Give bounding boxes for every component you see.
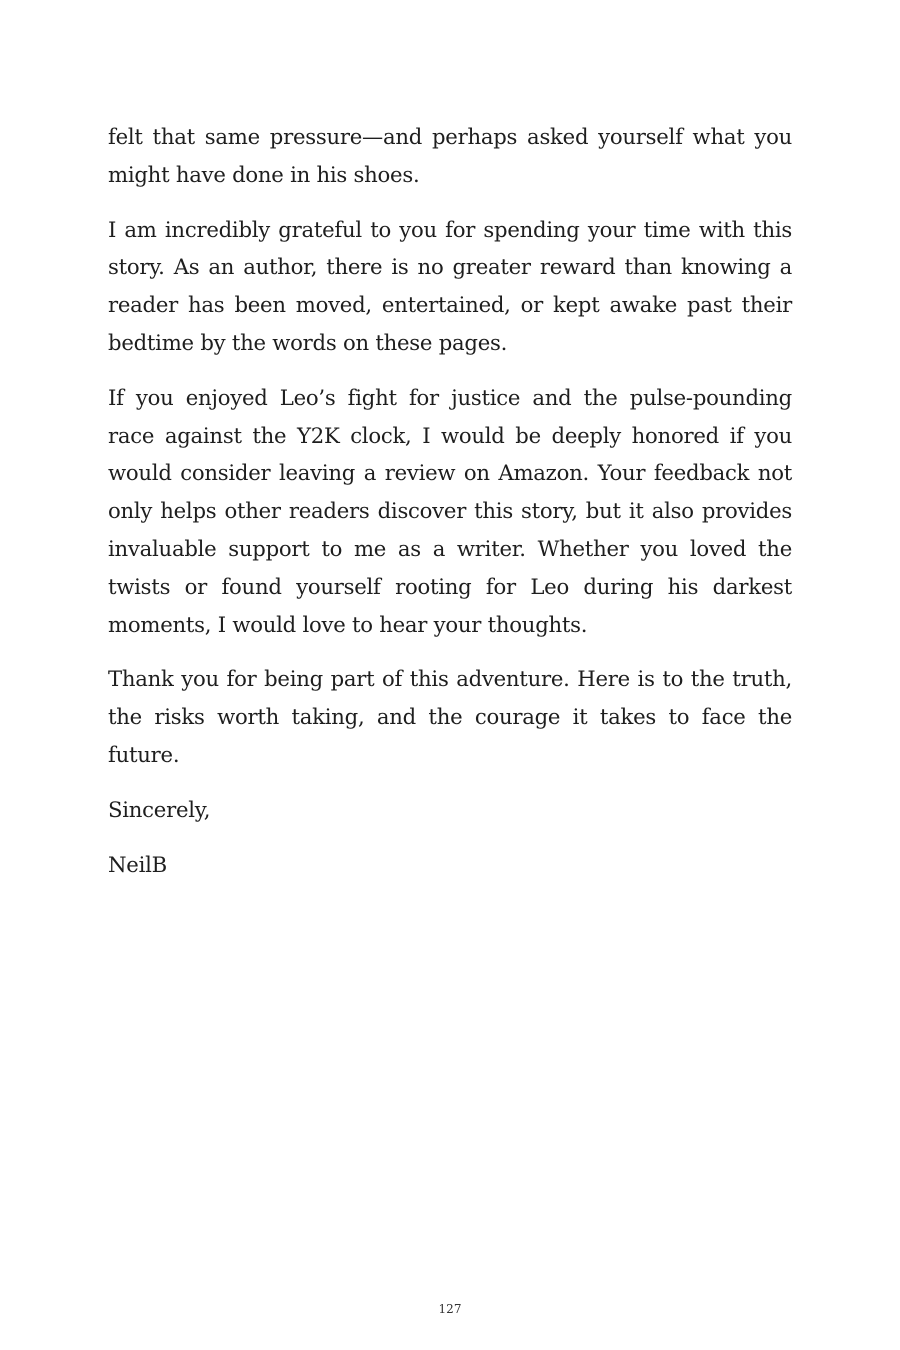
page-number: 127 [438,1302,462,1316]
paragraph-review-request: If you enjoyed Leo’s fight for justice and the pulse-pounding race against the Y2K clock, I would be deeply honored if you would consider leaving a review on Amazon. Your feedback not only helps other readers discover this story, but it also provides invaluable support to me as a writer. Whether you loved the twists or found yourself rooting for Leo during his darkest moments, I would love to hear your thoughts. [108,384,792,637]
paragraph-gratitude: I am incredibly grateful to you for spending your time with this story. As an author, there is no greater reward than knowing a reader has been moved, entertained, or kept awake past their bedtime by the words on these pages. [108,216,792,355]
paragraph-continuation: felt that same pressure—and perhaps asked yourself what you might have done in his shoes. [108,124,792,187]
paragraph-thank-you: Thank you for being part of this adventure. Here is to the truth, the risks worth taking, and the courage it takes to face the future. [108,666,792,767]
author-signature: NeilB [108,851,167,877]
closing-salutation: Sincerely, [108,796,211,822]
body-text [108,118,792,900]
